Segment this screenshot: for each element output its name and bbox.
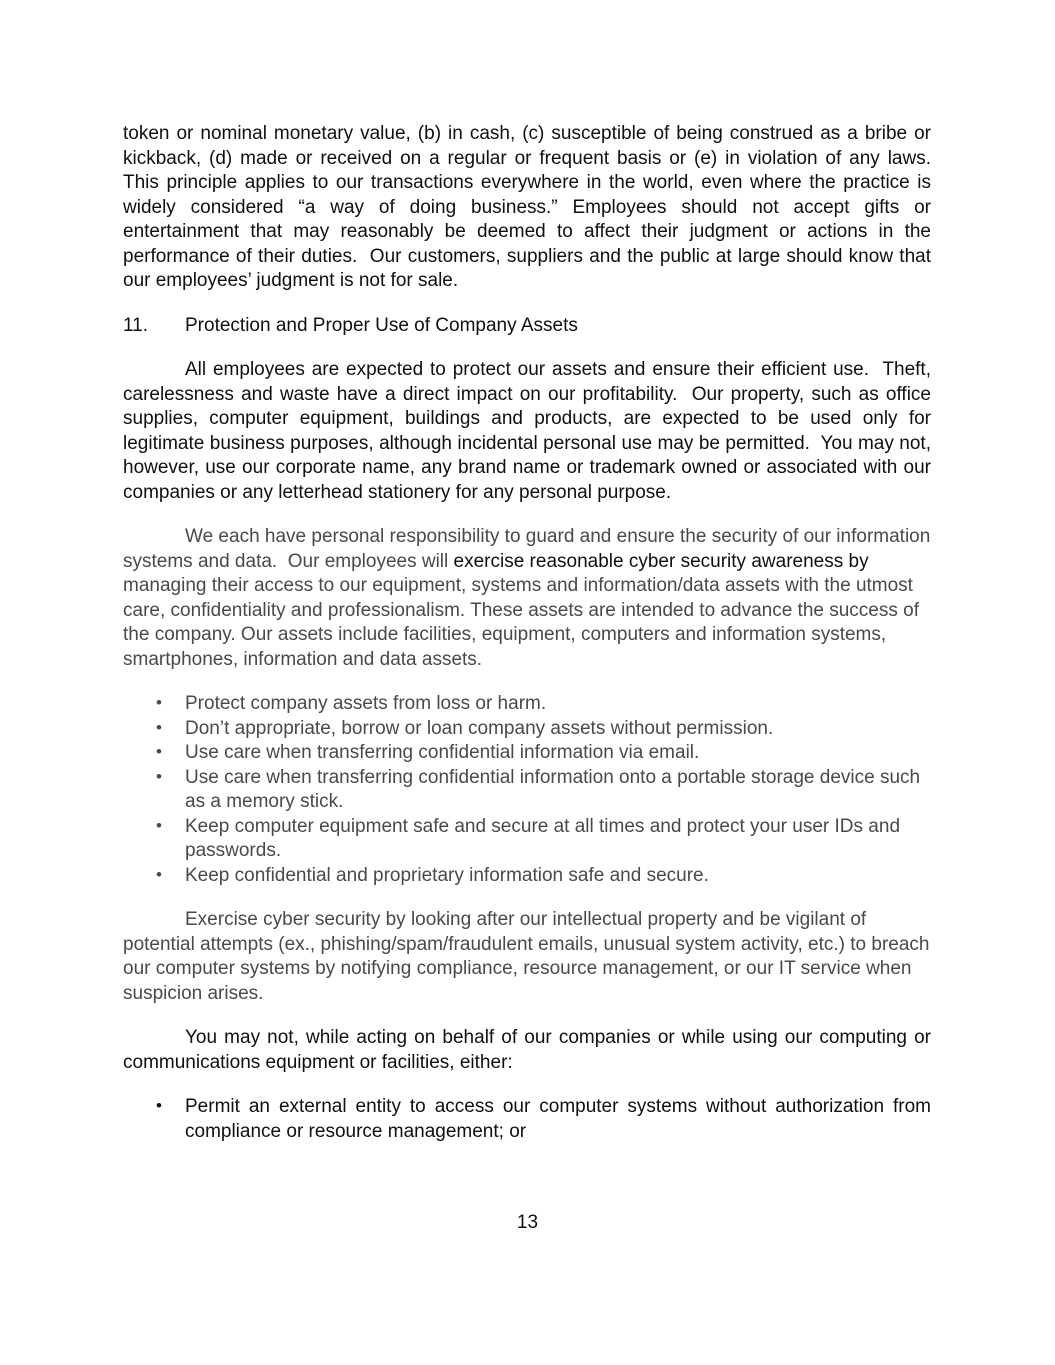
paragraph-asset-protection: All employees are expected to protect our assets and ensure their efficient use. Theft, carelessness and waste have a direct impact on our profitability. Our property, such as office supplies, computer equipment, buildings and products, are expected to be used only for legitimate business purposes, although incidental personal use may be permitted. You may not, however, use our corporate name, any brand name or trademark owned or associated with our companies or any letterhead stationery for any personal purpose.	[123, 359, 937, 503]
paragraph-cyber-vigilance: Exercise cyber security by looking after our intellectual property and be vigilant of potential attempts (ex., phishing/spam/fraudulent emails, unusual system activity, etc.) to breach our computer systems by notifying compliance, resource management, or our IT service when suspicion arises.	[123, 909, 935, 1004]
bullet-text: Don’t appropriate, borrow or loan company assets without permission.	[185, 717, 774, 739]
bullet-icon: •	[156, 1096, 162, 1115]
list-item	[123, 692, 931, 717]
section-title: Protection and Proper Use of Company Assets	[185, 314, 578, 336]
list-item	[123, 815, 931, 864]
bullet-icon: •	[156, 742, 162, 761]
list-item	[123, 766, 931, 815]
page-number: 13	[516, 1212, 539, 1233]
page-content	[123, 122, 942, 1164]
paragraph-prohibited-intro: You may not, while acting on behalf of our companies or while using our computing or communications equipment or facilities, either:	[123, 1027, 937, 1073]
bullet-icon: •	[156, 864, 162, 884]
list-item	[123, 1095, 931, 1144]
bullet-text: Keep computer equipment safe and secure at all times and protect your user IDs and passwords.	[185, 815, 901, 861]
bullet-text: Keep confidential and proprietary information safe and secure.	[185, 864, 709, 886]
bullet-icon: •	[156, 766, 162, 786]
bullet-text: Protect company assets from loss or harm.	[185, 693, 547, 714]
prohibited-actions-bullet-list	[123, 1095, 931, 1144]
bullet-text: Permit an external entity to access our computer systems without authorization from compliance or resource management; or	[185, 1096, 931, 1142]
asset-protection-bullet-list	[123, 692, 931, 888]
bullet-icon: •	[156, 693, 162, 712]
section-number: 11.	[123, 314, 149, 336]
paragraph-information-security	[123, 525, 936, 672]
list-item	[123, 864, 931, 889]
bullet-icon: •	[156, 815, 162, 835]
information-security-text-lead: We each have personal responsibility to guard and ensure the security of our information systems and data. Our employees will	[123, 526, 936, 572]
bullet-icon: •	[156, 717, 162, 737]
paragraph-gifts-continuation: token or nominal monetary value, (b) in cash, (c) susceptible of being construed as a bribe or kickback, (d) made or received on a regular or frequent basis or (e) in violation of any laws. This principle applies to our transactions everywhere in the world, even where the practice is widely considered “a way of doing business.” Employees should not accept gifts or entertainment that may reasonably be deemed to affect their judgment or actions in the performance of their duties. Our customers, suppliers and the public at large should know that our employees’ judgment is not for sale.	[123, 123, 942, 291]
bullet-text: Use care when transferring confidential information onto a portable storage device such as a memory stick.	[185, 766, 921, 812]
list-item	[123, 717, 931, 742]
list-item	[123, 741, 931, 766]
bullet-text: Use care when transferring confidential information via email.	[185, 742, 700, 763]
section-heading	[123, 314, 931, 339]
information-security-emphasis: exercise reasonable cyber security awareness by	[453, 550, 869, 572]
information-security-text-tail: managing their access to our equipment, systems and information/data assets with the utmost care, confidentiality and professionalism. These assets are intended to advance the success of the company. Our assets include facilities, equipment, computers and information systems, smartphones, information and data assets.	[123, 550, 925, 670]
